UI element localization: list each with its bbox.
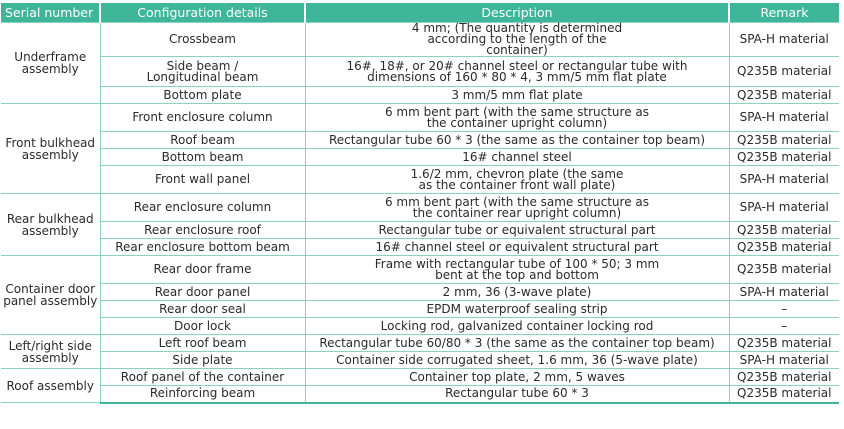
config-cell: Crossbeam [100, 23, 305, 57]
description-cell: Frame with rectangular tube of 100 * 50; 3 mm bent at the top and bottom [305, 256, 729, 284]
description-cell: EPDM waterproof sealing strip [305, 301, 729, 318]
remark-cell: Q235B material [729, 149, 839, 166]
table-row [1, 87, 839, 104]
config-cell: Rear enclosure bottom beam [100, 239, 305, 256]
group-left-right-side-assembly: Left/right side assembly [1, 335, 100, 369]
config-cell: Front wall panel [100, 166, 305, 194]
remark-cell: SPA-H material [729, 194, 839, 222]
table-row [1, 194, 839, 222]
description-cell: 1.6/2 mm, chevron plate (the same as the container front wall plate) [305, 166, 729, 194]
table-header-row [1, 3, 839, 23]
table-row [1, 239, 839, 256]
table-row [1, 23, 839, 57]
description-cell: Rectangular tube 60/80 * 3 (the same as the container top beam) [305, 335, 729, 352]
remark-cell: SPA-H material [729, 166, 839, 194]
config-cell: Rear door frame [100, 256, 305, 284]
remark-cell: Q235B material [729, 87, 839, 104]
config-cell: Door lock [100, 318, 305, 335]
remark-cell: – [729, 318, 839, 335]
remark-cell: Q235B material [729, 386, 839, 403]
header-remark: Remark [729, 3, 839, 23]
table-row [1, 132, 839, 149]
table-row [1, 104, 839, 132]
table-row [1, 335, 839, 352]
remark-cell: SPA-H material [729, 284, 839, 301]
remark-cell: Q235B material [729, 256, 839, 284]
group-container-door-panel-assembly: Container door panel assembly [1, 256, 100, 335]
remark-cell: Q235B material [729, 369, 839, 386]
config-cell: Rear enclosure column [100, 194, 305, 222]
description-cell: Rectangular tube 60 * 3 (the same as the container top beam) [305, 132, 729, 149]
remark-cell: SPA-H material [729, 352, 839, 369]
description-cell: 3 mm/5 mm flat plate [305, 87, 729, 104]
description-cell: 6 mm bent part (with the same structure as the container rear upright column) [305, 194, 729, 222]
config-cell: Side beam / Longitudinal beam [100, 57, 305, 87]
description-cell: Container side corrugated sheet, 1.6 mm, 36 (5-wave plate) [305, 352, 729, 369]
table-row [1, 318, 839, 335]
config-cell: Bottom beam [100, 149, 305, 166]
header-configuration-details: Configuration details [100, 3, 305, 23]
remark-cell: Q235B material [729, 132, 839, 149]
description-cell: 16# channel steel [305, 149, 729, 166]
table-row [1, 369, 839, 386]
description-cell: Locking rod, galvanized container locking rod [305, 318, 729, 335]
remark-cell: SPA-H material [729, 23, 839, 57]
group-roof-assembly: Roof assembly [1, 369, 100, 403]
remark-cell: – [729, 301, 839, 318]
table-row [1, 149, 839, 166]
table-row [1, 352, 839, 369]
config-cell: Roof beam [100, 132, 305, 149]
table-row [1, 256, 839, 284]
group-front-bulkhead-assembly: Front bulkhead assembly [1, 104, 100, 194]
remark-cell: Q235B material [729, 239, 839, 256]
table-row [1, 222, 839, 239]
config-cell: Reinforcing beam [100, 386, 305, 403]
table-row [1, 57, 839, 87]
table-row [1, 284, 839, 301]
description-cell: Rectangular tube or equivalent structural part [305, 222, 729, 239]
header-serial-number: Serial number [1, 3, 100, 23]
config-cell: Side plate [100, 352, 305, 369]
description-cell: 6 mm bent part (with the same structure as the container upright column) [305, 104, 729, 132]
config-cell: Left roof beam [100, 335, 305, 352]
header-description: Description [305, 3, 729, 23]
group-underframe-assembly: Underframe assembly [1, 23, 100, 104]
config-cell: Roof panel of the container [100, 369, 305, 386]
remark-cell: Q235B material [729, 222, 839, 239]
configuration-table [1, 3, 839, 404]
description-cell: Rectangular tube 60 * 3 [305, 386, 729, 403]
description-cell: 16#, 18#, or 20# channel steel or rectangular tube with dimensions of 160 * 80 * 4, 3 mm/5 mm flat plate [305, 57, 729, 87]
config-cell: Rear door panel [100, 284, 305, 301]
group-rear-bulkhead-assembly: Rear bulkhead assembly [1, 194, 100, 256]
table-row [1, 301, 839, 318]
config-cell: Rear enclosure roof [100, 222, 305, 239]
config-cell: Bottom plate [100, 87, 305, 104]
table-row [1, 386, 839, 403]
description-cell: Container top plate, 2 mm, 5 waves [305, 369, 729, 386]
config-cell: Front enclosure column [100, 104, 305, 132]
description-cell: 16# channel steel or equivalent structural part [305, 239, 729, 256]
description-cell: 2 mm, 36 (3-wave plate) [305, 284, 729, 301]
table-row [1, 166, 839, 194]
description-cell: 4 mm; (The quantity is determined according to the length of the container) [305, 23, 729, 57]
config-cell: Rear door seal [100, 301, 305, 318]
remark-cell: SPA-H material [729, 104, 839, 132]
remark-cell: Q235B material [729, 57, 839, 87]
remark-cell: Q235B material [729, 335, 839, 352]
